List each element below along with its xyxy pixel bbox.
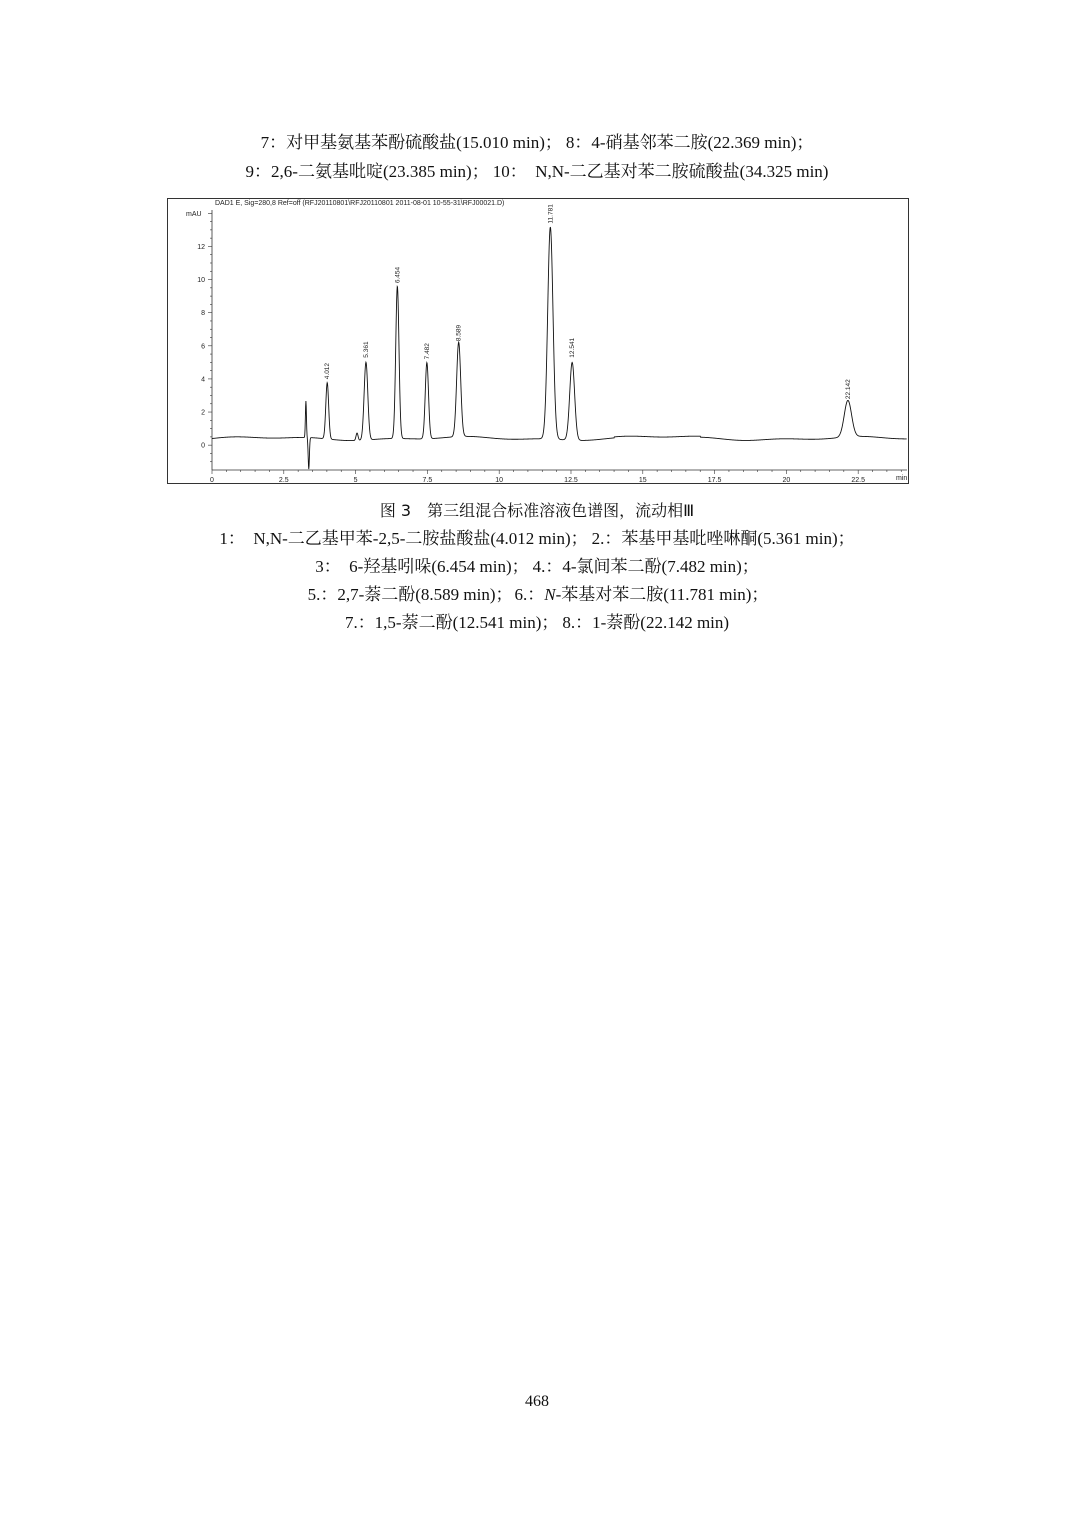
x-tick-label: 15 — [638, 477, 647, 484]
x-tick-label: 17.5 — [707, 477, 722, 484]
peak-label: 12.541 — [569, 337, 577, 358]
y-tick-label: 6 — [201, 343, 205, 351]
peak-label: 7.482 — [423, 343, 431, 360]
chart-title: DAD1 E, Sig=280,8 Ref=off (RFJ20110801\RFJ20110801 2011-08-01 10-55-31\RFJ00021.D) — [215, 200, 505, 207]
x-tick-label: 10 — [495, 477, 504, 484]
y-tick-label: 12 — [197, 243, 205, 251]
legend-item-6-rest: -苯基对苯二胺(11.781 min)； — [555, 585, 769, 604]
chromatogram-chart — [167, 198, 909, 484]
legend-item-2: 2.：苯基甲基吡唑啉酮(5.361 min)； — [591, 529, 855, 548]
legend-item-4: 4.：4-氯间苯二酚(7.482 min)； — [532, 557, 759, 576]
legend-item-8: 8.：1-萘酚(22.142 min) — [562, 613, 730, 632]
peak-label: 4.012 — [324, 362, 332, 380]
y-tick-label: 4 — [201, 376, 205, 384]
x-tick-label: 2.5 — [278, 477, 289, 484]
x-axis-unit: min — [896, 475, 908, 482]
legend-item-3: 3： 6-羟基吲哚(6.454 min)； — [315, 557, 529, 576]
prev-legend-item-7: 7：对甲基氨基苯酚硫酸盐(15.010 min)； — [260, 133, 562, 152]
peak-label: 22.142 — [844, 379, 852, 400]
y-tick-label: 0 — [201, 442, 205, 450]
y-tick-label: 8 — [201, 310, 205, 318]
prev-legend-item-10: 10： N,N-二乙基对苯二胺硫酸盐(34.325 min) — [492, 162, 829, 181]
peak-label: 8.589 — [455, 324, 463, 342]
page-number: 468 — [525, 1393, 549, 1410]
legend-line-2 — [0, 556, 1074, 578]
chart-axes — [212, 210, 907, 470]
legend-line-1 — [0, 528, 1074, 550]
prev-legend-item-8: 8：4-硝基邻苯二胺(22.369 min)； — [565, 133, 814, 152]
legend-item-6-prefix: 6.： — [514, 585, 545, 604]
prev-legend-item-9: 9：2,6-二氨基吡啶(23.385 min)； — [245, 162, 489, 181]
x-tick-label: 22.5 — [851, 477, 865, 484]
legend-item-7: 7.：1,5-萘二酚(12.541 min)； — [344, 613, 559, 632]
legend-line-3 — [0, 584, 1074, 606]
x-tick-label: 0 — [210, 477, 214, 484]
chromatogram-trace — [212, 227, 907, 469]
legend-line-4 — [0, 612, 1074, 634]
figure-caption: 图 3 第三组混合标准溶液色谱图，流动相Ⅲ — [379, 501, 695, 520]
x-tick-label: 12.5 — [564, 477, 578, 484]
peak-labels — [324, 204, 852, 399]
y-tick-label: 2 — [201, 409, 205, 417]
x-tick-label: 5 — [353, 477, 358, 484]
x-tick-label: 7.5 — [422, 477, 433, 484]
chromatogram-figure — [167, 198, 909, 484]
chart-frame — [168, 199, 909, 484]
prev-legend-line-1 — [0, 132, 1074, 154]
y-tick-label: 10 — [197, 277, 205, 285]
prev-legend-line-2 — [0, 161, 1074, 183]
peak-label: 5.361 — [362, 341, 370, 358]
legend-item-1: 1： N,N-二乙基甲苯-2,5-二胺盐酸盐(4.012 min)； — [219, 529, 588, 548]
peak-label: 6.454 — [394, 266, 402, 284]
legend-item-5: 5.：2,7-萘二酚(8.589 min)； — [307, 585, 513, 604]
peak-label: 11.781 — [547, 204, 555, 224]
y-axis-unit: mAU — [186, 211, 202, 218]
x-tick-label: 20 — [782, 477, 791, 484]
legend-item-6-italic-n: N — [544, 585, 556, 604]
